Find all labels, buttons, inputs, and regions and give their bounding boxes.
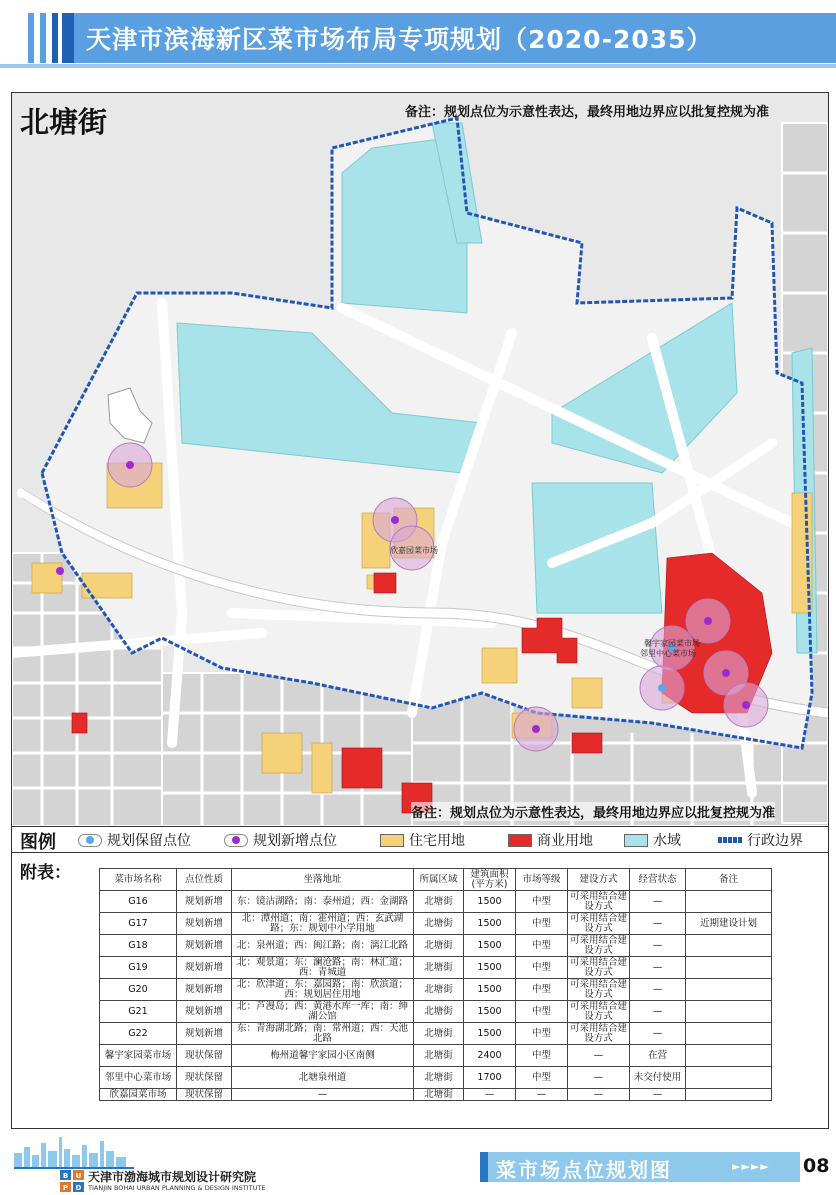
skyline-logo-icon <box>14 1135 134 1169</box>
label-xinjiayuan: 欣嘉园菜市场 <box>390 546 438 555</box>
table-header: 备注 <box>686 869 772 891</box>
table-cell: 1500 <box>464 1023 516 1045</box>
new-point-dot <box>704 617 712 625</box>
table-cell: 1500 <box>464 913 516 935</box>
legend-label: 商业用地 <box>537 833 593 849</box>
svg-text:D: D <box>75 1184 82 1192</box>
table-cell: — <box>630 891 686 913</box>
appendix-table <box>99 868 772 1101</box>
table-cell: 规划新增 <box>177 1023 232 1045</box>
table-cell: 北塘街 <box>414 891 464 913</box>
table-cell: 中型 <box>516 1023 568 1045</box>
header-stripe <box>52 13 58 63</box>
table-cell <box>686 891 772 913</box>
table-cell: — <box>516 1089 568 1101</box>
table-cell: 中型 <box>516 891 568 913</box>
section-label: 菜市场点位规划图 <box>496 1158 672 1182</box>
table-cell: 现状保留 <box>177 1067 232 1089</box>
blue-dot-icon <box>78 834 102 847</box>
table-cell: 可采用结合建设方式 <box>568 979 630 1001</box>
table-cell: 北塘街 <box>414 957 464 979</box>
table-cell: G17 <box>100 913 177 935</box>
table-cell: 2400 <box>464 1045 516 1067</box>
table-cell: 中型 <box>516 935 568 957</box>
table-row <box>100 913 772 935</box>
table-cell: 可采用结合建设方式 <box>568 1001 630 1023</box>
page-number: 08 <box>803 1155 830 1177</box>
institute-name: 天津市渤海城市规划设计研究院 <box>88 1170 257 1184</box>
red-swatch-icon <box>508 834 532 847</box>
table-row <box>100 1045 772 1067</box>
svg-text:P: P <box>62 1184 69 1192</box>
purple-dot-icon <box>224 834 248 847</box>
district-title: 北塘街 <box>20 105 108 139</box>
legend-item-new <box>224 830 337 850</box>
table-cell: 北：泉州道；西：闽江路；南：漓江北路 <box>232 935 414 957</box>
table-cell: 中型 <box>516 1045 568 1067</box>
table-cell: 在营 <box>630 1045 686 1067</box>
table-cell: G16 <box>100 891 177 913</box>
table-cell: 馨宇家园菜市场 <box>100 1045 177 1067</box>
table-header: 建筑面积(平方米) <box>464 869 516 891</box>
table-cell <box>686 1089 772 1101</box>
table-cell: 北塘街 <box>414 1001 464 1023</box>
section-bar-accent <box>480 1152 488 1182</box>
table-header-row <box>100 869 772 891</box>
table-cell: — <box>568 1067 630 1089</box>
map-note-bottom: 备注：规划点位为示意性表达，最终用地边界应以批复控规为准 <box>411 802 775 821</box>
planning-map[interactable] <box>12 93 828 826</box>
legend-item-residential <box>380 830 465 850</box>
table-cell: 北：欣津道；东：嘉园路；南：欣滨道；西：规划居住用地 <box>232 979 414 1001</box>
table-row <box>100 1067 772 1089</box>
table-header: 经营状态 <box>630 869 686 891</box>
table-cell: 中型 <box>516 1001 568 1023</box>
table-cell: 规划新增 <box>177 891 232 913</box>
legend-title: 图例 <box>20 832 56 853</box>
table-cell <box>686 979 772 1001</box>
table-cell <box>686 1067 772 1089</box>
table-cell: 北塘街 <box>414 1067 464 1089</box>
dashed-boundary-icon <box>718 837 742 843</box>
appendix-title: 附表： <box>20 863 71 883</box>
table-cell: 北：观景道；东：澜沧路；南：林汇道；西：青城道 <box>232 957 414 979</box>
table-header: 坐落地址 <box>232 869 414 891</box>
table-cell: 规划新增 <box>177 1001 232 1023</box>
table-header: 菜市场名称 <box>100 869 177 891</box>
table-cell: 欣嘉园菜市场 <box>100 1089 177 1101</box>
table-header: 市场等级 <box>516 869 568 891</box>
table-cell: 1500 <box>464 957 516 979</box>
institute-logo-icon <box>60 1170 84 1192</box>
table-cell: 北塘街 <box>414 935 464 957</box>
table-cell: 东：镜沽湖路；南：泰州道；西：金湖路 <box>232 891 414 913</box>
table-cell: 1500 <box>464 979 516 1001</box>
table-cell: 梅州道馨宇家园小区南侧 <box>232 1045 414 1067</box>
table-cell: 1700 <box>464 1067 516 1089</box>
new-point-dot <box>532 725 540 733</box>
table-row <box>100 935 772 957</box>
table-cell <box>686 1045 772 1067</box>
table-cell: 1500 <box>464 1001 516 1023</box>
table-cell: 规划新增 <box>177 957 232 979</box>
institute-name-en: TIANJIN BOHAI URBAN PLANNING & DESIGN INSTITUTE <box>88 1184 266 1192</box>
table-cell: G19 <box>100 957 177 979</box>
table-cell: 1500 <box>464 935 516 957</box>
table-row <box>100 1001 772 1023</box>
new-point-dot <box>722 669 730 677</box>
table-cell: G18 <box>100 935 177 957</box>
new-point-dot <box>126 461 134 469</box>
table-cell: 规划新增 <box>177 935 232 957</box>
table-cell: 中型 <box>516 957 568 979</box>
legend-item-commercial <box>508 830 593 850</box>
legend-label: 行政边界 <box>747 833 803 849</box>
table-cell: 可采用结合建设方式 <box>568 957 630 979</box>
table-cell: G20 <box>100 979 177 1001</box>
table-cell: 规划新增 <box>177 979 232 1001</box>
table-cell: 北塘泉州道 <box>232 1067 414 1089</box>
table-cell: — <box>232 1089 414 1101</box>
table-cell: — <box>630 1023 686 1045</box>
table-cell: 1500 <box>464 891 516 913</box>
table-cell: 中型 <box>516 1067 568 1089</box>
table-cell: 未交付使用 <box>630 1067 686 1089</box>
page-title: 天津市滨海新区菜市场布局专项规划（2020-2035） <box>86 25 713 54</box>
table-cell: 邻里中心菜市场 <box>100 1067 177 1089</box>
new-point-dot <box>56 567 64 575</box>
map-canvas <box>12 93 828 826</box>
cyan-swatch-icon <box>624 834 648 847</box>
map-note: 备注：规划点位为示意性表达，最终用地边界应以批复控规为准 <box>405 105 770 120</box>
label-linli: 邻里中心菜市场 <box>640 649 696 658</box>
map-legend <box>12 826 828 853</box>
new-point-dot <box>391 516 399 524</box>
retain-point-dot <box>658 684 666 692</box>
table-cell: 北塘街 <box>414 1023 464 1045</box>
table-cell: 北塘街 <box>414 1045 464 1067</box>
table-cell: 中型 <box>516 979 568 1001</box>
table-row <box>100 957 772 979</box>
table-cell: 可采用结合建设方式 <box>568 1023 630 1045</box>
table-cell: — <box>630 979 686 1001</box>
table-cell: 北塘街 <box>414 979 464 1001</box>
header-band <box>0 64 836 68</box>
legend-label: 规划保留点位 <box>107 833 191 849</box>
table-cell: 北：潭州道；南：霍州道；西：玄武湖路；东：规划中小学用地 <box>232 913 414 935</box>
table-cell: — <box>630 913 686 935</box>
new-point-dot <box>742 701 750 709</box>
table-cell: 现状保留 <box>177 1089 232 1101</box>
arrows-icon: ►►►► <box>732 1160 770 1173</box>
table-cell: 中型 <box>516 913 568 935</box>
svg-text:B: B <box>62 1172 69 1180</box>
table-cell <box>686 957 772 979</box>
legend-item-retain <box>78 830 191 850</box>
table-header: 点位性质 <box>177 869 232 891</box>
table-cell: — <box>630 1001 686 1023</box>
label-xinyu: 馨宇家园菜市场 <box>644 639 700 648</box>
header-stripe <box>40 13 46 63</box>
legend-label: 水域 <box>653 833 681 849</box>
legend-item-boundary <box>718 830 803 850</box>
yellow-swatch-icon <box>380 834 404 847</box>
table-cell <box>686 935 772 957</box>
legend-item-water <box>624 830 681 850</box>
page-header <box>0 0 836 85</box>
table-cell: — <box>630 957 686 979</box>
table-header: 所属区域 <box>414 869 464 891</box>
table-cell: 北：芦漫岛；西：黄港水库一库；南：绅湖公馆 <box>232 1001 414 1023</box>
table-row <box>100 891 772 913</box>
legend-label: 住宅用地 <box>409 833 465 849</box>
table-cell <box>686 1001 772 1023</box>
table-cell: 东：青海湖北路；南：常州道；西：天池北路 <box>232 1023 414 1045</box>
table-cell: 可采用结合建设方式 <box>568 913 630 935</box>
table-header: 建设方式 <box>568 869 630 891</box>
table-cell: 规划新增 <box>177 913 232 935</box>
table-cell: 现状保留 <box>177 1045 232 1067</box>
table-cell: 可采用结合建设方式 <box>568 935 630 957</box>
table-row <box>100 979 772 1001</box>
svg-text:U: U <box>75 1172 82 1180</box>
table-cell: 北塘街 <box>414 913 464 935</box>
table-cell: G22 <box>100 1023 177 1045</box>
table-cell: G21 <box>100 1001 177 1023</box>
table-cell: — <box>464 1089 516 1101</box>
table-cell: 北塘街 <box>414 1089 464 1101</box>
table-cell: 近期建设计划 <box>686 913 772 935</box>
legend-label: 规划新增点位 <box>253 833 337 849</box>
table-cell: 可采用结合建设方式 <box>568 891 630 913</box>
table-cell: — <box>568 1045 630 1067</box>
table-row <box>100 1023 772 1045</box>
table-cell <box>686 1023 772 1045</box>
table-cell: — <box>630 935 686 957</box>
table-cell: — <box>568 1089 630 1101</box>
table-cell: — <box>630 1089 686 1101</box>
table-row <box>100 1089 772 1101</box>
header-stripe <box>28 13 34 63</box>
